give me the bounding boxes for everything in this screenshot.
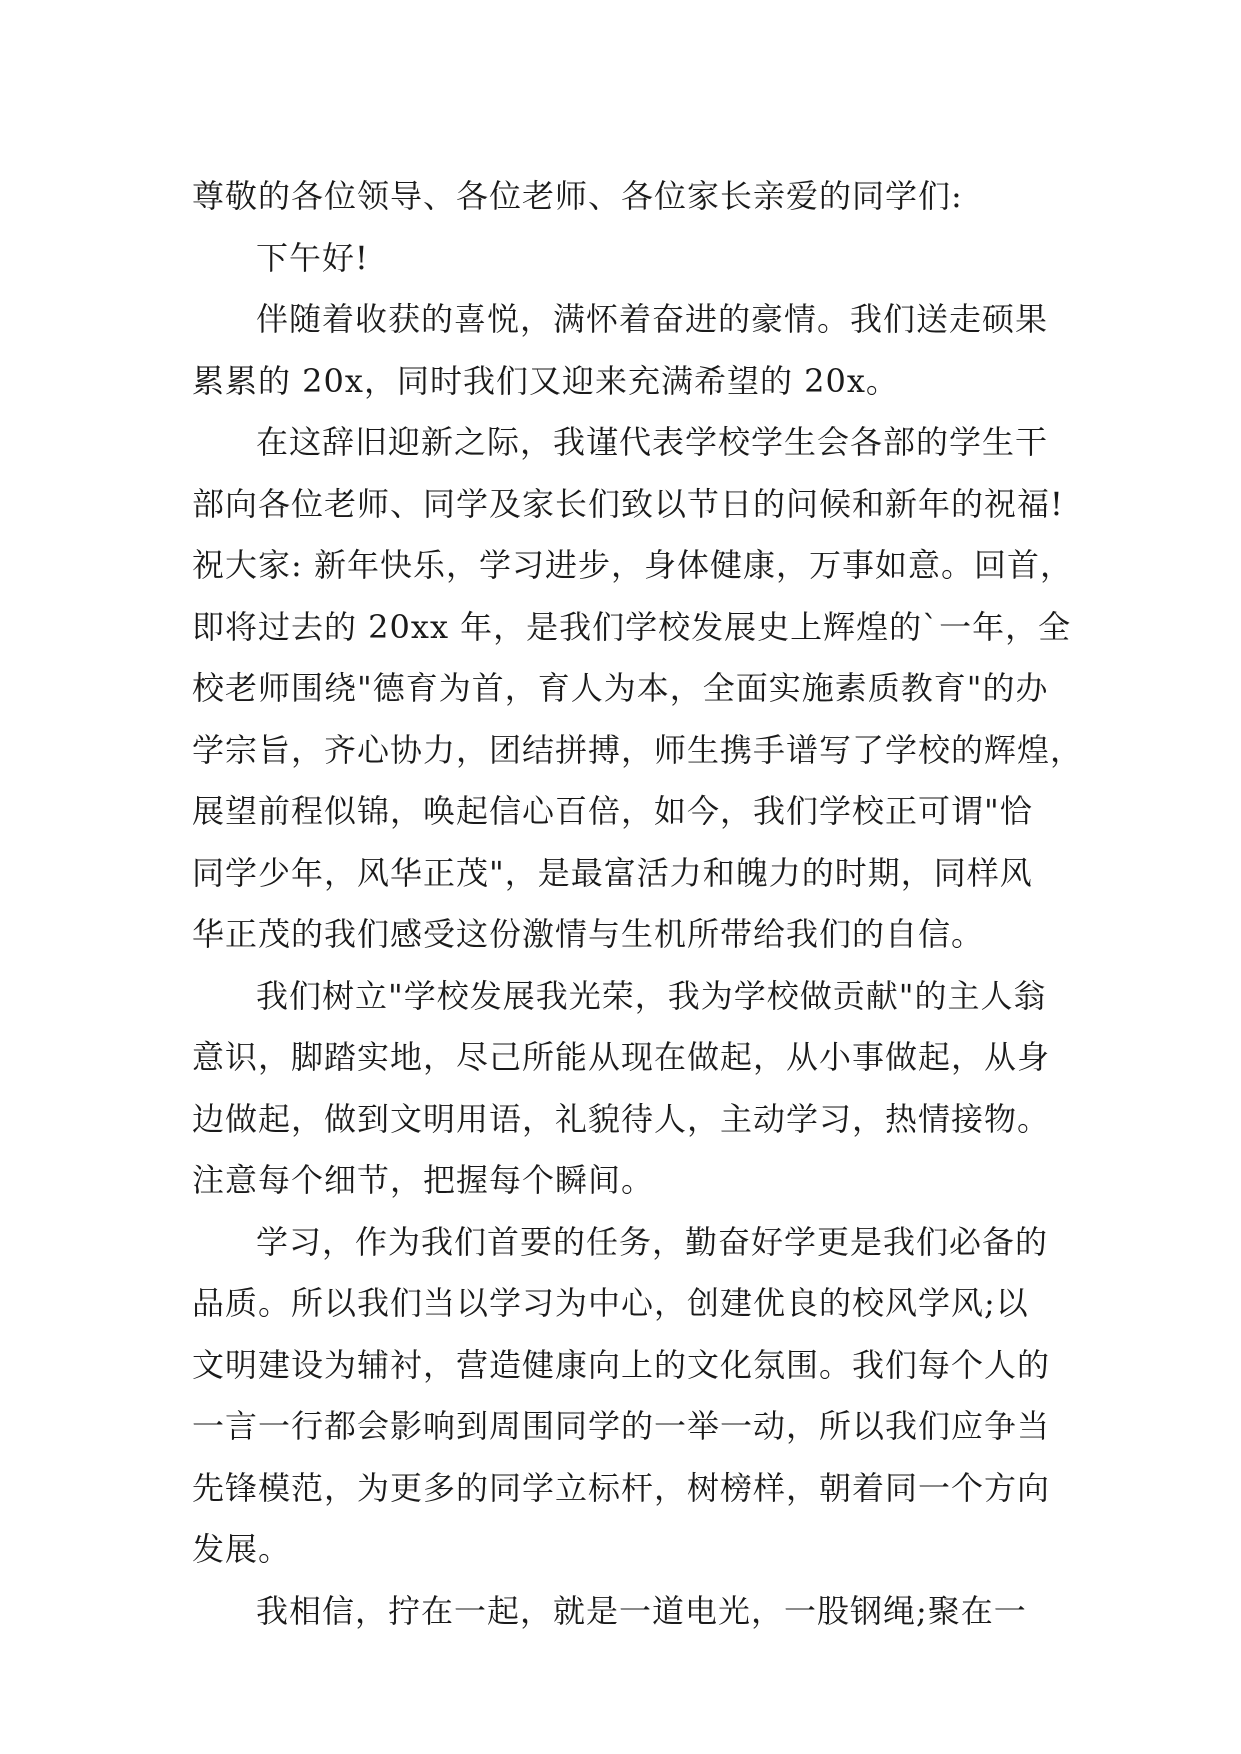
paragraph-line: 我们树立"学校发展我光荣，我为学校做贡献"的主人翁 bbox=[256, 976, 1047, 1015]
paragraph-line: 学习，作为我们首要的任务，勤奋好学更是我们必备的 bbox=[256, 1222, 1049, 1261]
greeting-line: 下午好! bbox=[256, 238, 369, 277]
paragraph-line: 展望前程似锦，唤起信心百倍，如今，我们学校正可谓"恰 bbox=[192, 792, 1033, 830]
paragraph-line: 发展。 bbox=[192, 1530, 292, 1568]
paragraph-line: 先锋模范，为更多的同学立标杆，树榜样，朝着同一个方向 bbox=[192, 1468, 1051, 1507]
paragraph-line: 注意每个细节，把握每个瞬间。 bbox=[192, 1161, 655, 1199]
paragraph-line: 累累的 20x，同时我们又迎来充满希望的 20x。 bbox=[192, 361, 899, 400]
paragraph-line: 意识，脚踏实地，尽己所能从现在做起，从小事做起，从身 bbox=[192, 1038, 1051, 1076]
paragraph-line: 祝大家: 新年快乐，学习进步，身体健康，万事如意。回首， bbox=[192, 546, 1073, 584]
paragraph-line: 我相信，拧在一起，就是一道电光，一股钢绳;聚在一 bbox=[256, 1591, 1027, 1630]
paragraph-line: 边做起，做到文明用语，礼貌待人，主动学习，热情接物。 bbox=[192, 1099, 1051, 1138]
paragraph-line: 同学少年，风华正茂"，是最富活力和魄力的时期，同样风 bbox=[192, 853, 1033, 892]
paragraph-line: 校老师围绕"德育为首，育人为本，全面实施素质教育"的办 bbox=[192, 669, 1049, 707]
document-body bbox=[192, 166, 1084, 1642]
paragraph-line: 文明建设为辅衬，营造健康向上的文化氛围。我们每个人的 bbox=[192, 1345, 1051, 1384]
paragraph-line: 在这辞旧迎新之际，我谨代表学校学生会各部的学生干 bbox=[256, 423, 1049, 461]
salutation-line: 尊敬的各位领导、各位老师、各位家长亲爱的同学们: bbox=[192, 177, 963, 215]
paragraph-line: 一言一行都会影响到周围同学的一举一动，所以我们应争当 bbox=[192, 1407, 1051, 1445]
paragraph-line: 品质。所以我们当以学习为中心，创建优良的校风学风;以 bbox=[192, 1284, 1029, 1322]
paragraph-line: 学宗旨，齐心协力，团结拼搏，师生携手谱写了学校的辉煌， bbox=[192, 730, 1084, 769]
paragraph-line: 华正茂的我们感受这份激情与生机所带给我们的自信。 bbox=[192, 915, 985, 953]
paragraph-line: 部向各位老师、同学及家长们致以节日的问候和新年的祝福! bbox=[192, 484, 1064, 523]
paragraph-line: 伴随着收获的喜悦，满怀着奋进的豪情。我们送走硕果 bbox=[256, 300, 1049, 338]
paragraph-line: 即将过去的 20xx 年，是我们学校发展史上辉煌的`一年，全 bbox=[192, 607, 1072, 646]
